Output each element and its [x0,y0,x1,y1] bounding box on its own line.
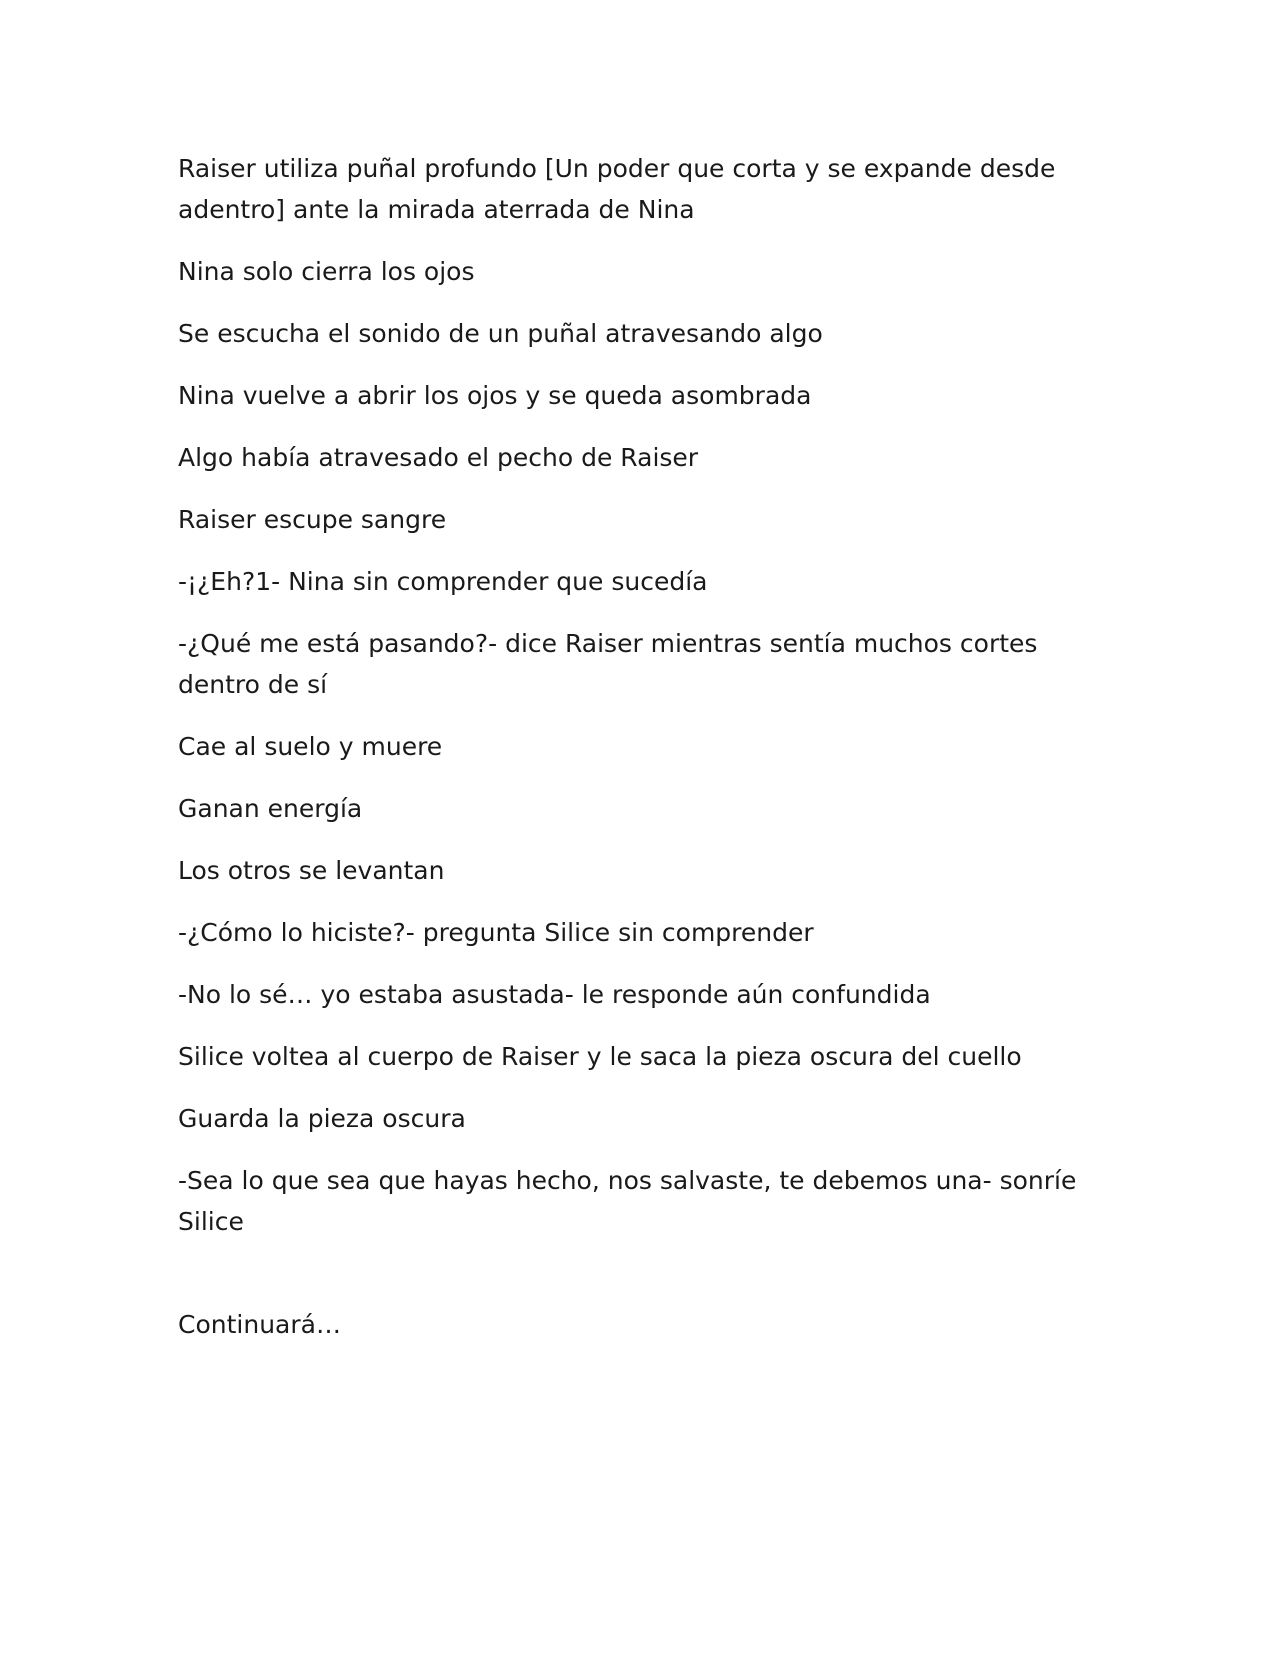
paragraph-2: Nina solo cierra los ojos [178,257,475,286]
paragraph-7: -¡¿Eh?1- Nina sin comprender que sucedía [178,567,708,596]
paragraph-12: -¿Cómo lo hiciste?- pregunta Silice sin comprender [178,918,814,947]
paragraph-16: -Sea lo que sea que hayas hecho, nos salvaste, te debemos una- sonríe Silice [178,1166,1077,1236]
paragraph-11: Los otros se levantan [178,856,445,885]
document-body [178,148,1098,1366]
paragraph-14: Silice voltea al cuerpo de Raiser y le saca la pieza oscura del cuello [178,1042,1022,1071]
paragraph-5: Algo había atravesado el pecho de Raiser [178,443,699,472]
closing-line: Continuará… [178,1310,341,1339]
paragraph-1: Raiser utiliza puñal profundo [Un poder que corta y se expande desde adentro] ante la mirada aterrada de Nina [178,154,1056,224]
paragraph-13: -No lo sé… yo estaba asustada- le responde aún confundida [178,980,931,1009]
paragraph-4: Nina vuelve a abrir los ojos y se queda asombrada [178,381,812,410]
paragraph-8: -¿Qué me está pasando?- dice Raiser mientras sentía muchos cortes dentro de sí [178,629,1038,699]
paragraph-3: Se escucha el sonido de un puñal atravesando algo [178,319,823,348]
paragraph-6: Raiser escupe sangre [178,505,447,534]
paragraph-15: Guarda la pieza oscura [178,1104,466,1133]
paragraph-10: Ganan energía [178,794,363,823]
paragraph-9: Cae al suelo y muere [178,732,443,761]
